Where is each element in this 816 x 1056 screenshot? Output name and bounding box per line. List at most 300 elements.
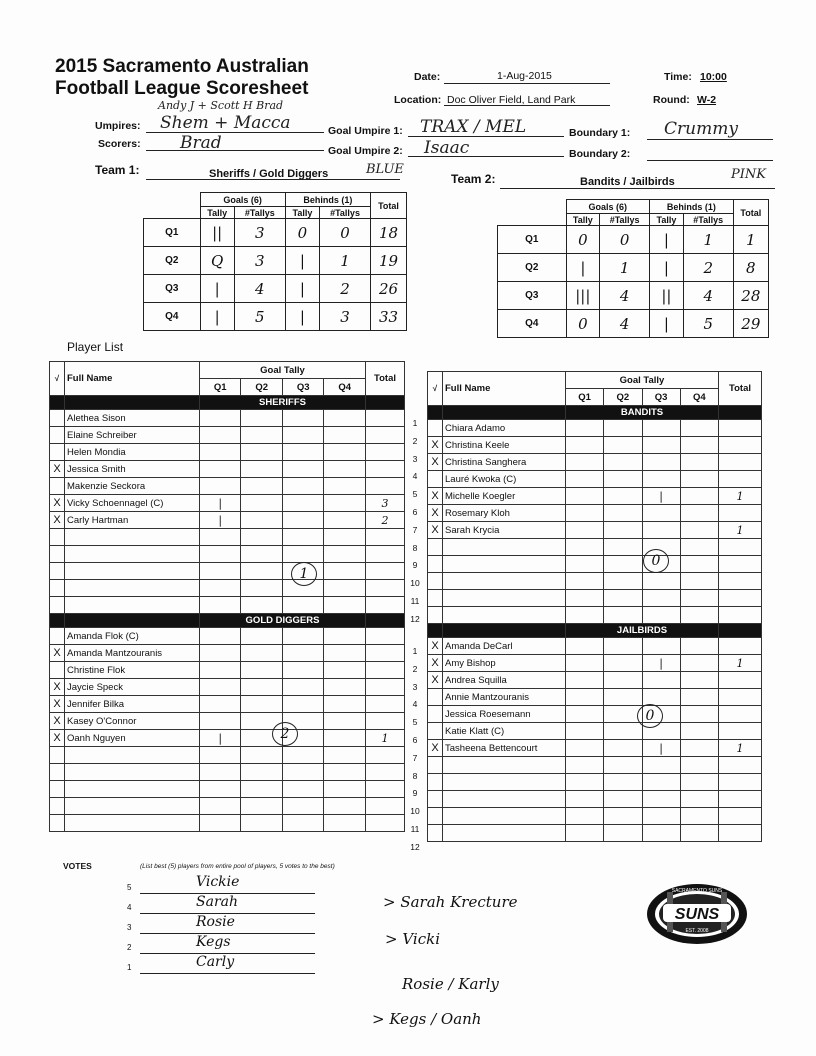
goal-tally-cell[interactable] [642,638,680,655]
player-name [65,781,200,798]
goal-tally-cell[interactable] [566,757,604,774]
goal-tally-cell[interactable] [680,505,718,522]
goal-tally-cell[interactable] [642,689,680,706]
goal-tally-cell[interactable] [642,672,680,689]
player-total[interactable] [366,781,405,798]
played-check[interactable] [428,607,443,624]
goal-tally-cell[interactable] [604,740,642,757]
gold-diggers-circled-count: 2 [272,722,298,746]
goal-tally-cell[interactable] [566,638,604,655]
goal-tally-cell[interactable] [241,444,282,461]
goal-tally-cell[interactable] [241,563,282,580]
goal-tally-cell[interactable] [566,607,604,624]
goal-tally-cell[interactable] [604,757,642,774]
goal-tally-cell[interactable] [241,478,282,495]
goal-tally-cell[interactable] [241,546,282,563]
player-total[interactable] [719,607,762,624]
goal-tally-cell[interactable] [642,607,680,624]
goal-tally-cell[interactable] [324,597,366,614]
player-total[interactable]: 1 [719,522,762,539]
goal-tally-cell[interactable] [324,495,366,512]
goal-tally-cell[interactable] [324,764,366,781]
row-number: 4 [412,699,418,710]
goal-tally-cell[interactable] [324,730,366,747]
goal-tally-cell[interactable] [241,495,282,512]
player-total[interactable] [719,437,762,454]
played-check[interactable]: X [428,740,443,757]
played-check[interactable] [50,478,65,495]
goal-count: 3 [234,219,285,247]
goal-tally-cell[interactable] [680,808,718,825]
played-check[interactable] [50,781,65,798]
goal-tally-cell[interactable] [282,747,323,764]
played-check[interactable] [50,662,65,679]
goal-tally-cell[interactable] [566,655,604,672]
goal-tally-cell[interactable] [566,689,604,706]
goal-tally-cell[interactable] [566,825,604,842]
player-total[interactable] [366,747,405,764]
goal-tally-cell[interactable] [604,454,642,471]
goal-tally-cell[interactable] [604,723,642,740]
goal-tally-cell[interactable] [200,478,241,495]
goal-tally-cell[interactable] [282,444,323,461]
goal-tally-cell[interactable] [282,696,323,713]
goal-tally-cell[interactable] [680,437,718,454]
goal-tally-cell[interactable] [604,607,642,624]
goal-tally-cell[interactable] [241,696,282,713]
goal-tally-cell[interactable] [642,825,680,842]
goal-tally-cell[interactable] [324,529,366,546]
player-total[interactable] [366,580,405,597]
player-total[interactable] [719,672,762,689]
played-check[interactable] [428,420,443,437]
goal-tally-cell[interactable] [324,461,366,478]
played-check[interactable] [50,427,65,444]
goal-tally-cell[interactable] [200,798,241,815]
goal-tally-cell[interactable] [324,679,366,696]
goal-tally-cell[interactable] [604,573,642,590]
goal-tally-cell[interactable] [282,764,323,781]
goal-tally-cell[interactable] [200,529,241,546]
goal-tally-cell[interactable] [642,757,680,774]
goal-tally-cell[interactable] [604,672,642,689]
played-check[interactable] [428,573,443,590]
goal-tally-cell[interactable] [642,420,680,437]
goal-tally-cell[interactable] [324,696,366,713]
player-total[interactable]: 1 [719,740,762,757]
goal-tally-cell[interactable] [200,563,241,580]
goal-tally-cell[interactable] [200,427,241,444]
player-name [443,808,566,825]
ntallys-header: #Tallys [683,214,733,226]
goal-count: 0 [600,226,650,254]
goal-tally-cell[interactable] [680,607,718,624]
goal-tally-cell[interactable] [241,580,282,597]
player-total[interactable] [719,638,762,655]
goal-tally-cell[interactable] [324,410,366,427]
goal-tally-cell[interactable] [680,556,718,573]
played-check[interactable] [428,791,443,808]
player-total[interactable] [366,563,405,580]
goal-tally-cell[interactable] [241,529,282,546]
player-total[interactable] [719,556,762,573]
goal-tally-cell[interactable] [604,791,642,808]
player-total[interactable] [366,529,405,546]
goal-tally-cell[interactable]: | [200,495,241,512]
goal-tally-cell[interactable]: | [200,730,241,747]
goal-tally-cell[interactable] [282,679,323,696]
player-total[interactable] [719,757,762,774]
played-check[interactable] [50,410,65,427]
goal-tally-cell[interactable] [282,478,323,495]
player-total[interactable] [366,679,405,696]
goal-tally-cell[interactable] [566,522,604,539]
played-check[interactable] [428,825,443,842]
goal-tally-cell[interactable] [282,410,323,427]
goal-tally-cell[interactable] [200,444,241,461]
goal-tally-cell[interactable] [680,757,718,774]
player-total[interactable] [366,546,405,563]
played-check[interactable]: X [50,461,65,478]
goal-tally-cell[interactable] [200,662,241,679]
goal-tally-cell[interactable] [566,706,604,723]
player-total[interactable]: 1 [366,730,405,747]
player-total[interactable] [719,774,762,791]
goal-tally-cell[interactable] [566,573,604,590]
player-total[interactable] [366,597,405,614]
goal-tally-cell[interactable]: | [642,488,680,505]
goal-tally-cell[interactable] [282,628,323,645]
goal-tally-cell[interactable] [680,706,718,723]
goal-tally-cell[interactable] [566,488,604,505]
goal-tally-cell[interactable] [680,774,718,791]
goal-tally-cell[interactable] [680,791,718,808]
goal-tally-cell[interactable] [642,774,680,791]
goal-tally-cell[interactable] [282,645,323,662]
note-line-3: Rosie / Karly [402,975,499,993]
goal-tally-cell[interactable] [324,580,366,597]
goal-tally-cell[interactable] [282,815,323,832]
goal-tally-cell[interactable] [604,539,642,556]
goal-tally-cell[interactable] [200,713,241,730]
goal-tally-cell[interactable] [324,713,366,730]
goal-tally-cell[interactable] [241,597,282,614]
goal-tally-cell[interactable] [680,723,718,740]
player-name: Tasheena Bettencourt [443,740,566,757]
played-check[interactable]: X [428,672,443,689]
goal-tally-cell[interactable] [282,461,323,478]
player-total[interactable] [719,808,762,825]
goal-tally-cell[interactable] [604,420,642,437]
goal-tally-cell[interactable] [241,512,282,529]
player-total[interactable] [366,798,405,815]
goal-tally-cell[interactable] [604,689,642,706]
row-number: 5 [412,489,418,500]
goal-tally-cell[interactable] [566,471,604,488]
goal-tally-cell[interactable] [241,747,282,764]
goal-tally-cell[interactable] [324,478,366,495]
played-check[interactable]: X [428,437,443,454]
goal-tally-cell[interactable] [200,580,241,597]
played-check[interactable]: X [428,655,443,672]
played-check[interactable] [428,757,443,774]
player-total[interactable] [719,791,762,808]
played-check[interactable] [428,556,443,573]
goal-tally-cell[interactable] [642,505,680,522]
player-total[interactable] [719,573,762,590]
goal-tally-cell[interactable] [324,781,366,798]
goal-tally-cell[interactable] [604,522,642,539]
team-1-value: Sheriffs / Gold Diggers [209,168,329,180]
goal-tally-cell[interactable] [282,662,323,679]
goal-tally-cell[interactable] [324,815,366,832]
goal-tally-cell[interactable]: | [200,512,241,529]
goal-tally-cell[interactable] [241,427,282,444]
goal-tally-cell[interactable] [604,808,642,825]
goal-tally-cell[interactable] [604,638,642,655]
goal-tally-cell[interactable]: | [642,740,680,757]
goal-tally-cell[interactable] [604,655,642,672]
played-check[interactable] [50,529,65,546]
goal-tally-cell[interactable] [566,556,604,573]
player-total[interactable] [366,764,405,781]
played-check[interactable]: X [428,638,443,655]
goal-tally-cell[interactable] [241,798,282,815]
played-check[interactable] [50,546,65,563]
played-check[interactable] [50,563,65,580]
player-total[interactable] [366,410,405,427]
section-title: BANDITS [566,406,719,420]
goal-tally-cell[interactable] [680,672,718,689]
goal-tally-cell[interactable] [604,590,642,607]
goal-tally-cell[interactable] [200,747,241,764]
goal-tally-cell[interactable] [241,815,282,832]
goal-tally-cell[interactable] [282,597,323,614]
goal-tally-cell[interactable] [200,546,241,563]
goal-tally-cell[interactable] [604,825,642,842]
goal-tally-cell[interactable] [324,512,366,529]
goal-tally-cell[interactable] [200,597,241,614]
played-check[interactable] [428,723,443,740]
goal-tally-cell[interactable] [566,740,604,757]
goal-tally-cell[interactable] [642,437,680,454]
player-total[interactable] [366,815,405,832]
player-total[interactable] [366,713,405,730]
player-row [428,808,762,825]
played-check[interactable]: X [50,512,65,529]
player-total[interactable] [719,706,762,723]
goal-tally-cell[interactable] [566,539,604,556]
player-row [50,410,405,427]
played-check[interactable] [50,764,65,781]
goal-tally-cell[interactable] [282,427,323,444]
player-total[interactable] [719,590,762,607]
goal-tally-cell[interactable] [241,410,282,427]
played-check[interactable] [428,706,443,723]
goal-tally-cell[interactable] [282,781,323,798]
goal-tally: || [200,219,234,247]
goal-tally-cell[interactable] [604,774,642,791]
player-total[interactable] [366,645,405,662]
goal-tally-cell[interactable] [566,791,604,808]
player-total[interactable] [366,696,405,713]
goal-tally-cell[interactable] [200,645,241,662]
goal-tally-cell[interactable] [566,454,604,471]
row-number: 12 [410,613,420,624]
played-check[interactable] [428,808,443,825]
goal-tally-cell[interactable] [241,461,282,478]
goal-tally-cell[interactable] [324,444,366,461]
played-check[interactable] [428,774,443,791]
goal-tally-cell[interactable] [324,662,366,679]
played-check[interactable]: X [50,713,65,730]
goal-tally-cell[interactable] [604,471,642,488]
goal-tally-cell[interactable] [282,495,323,512]
played-check[interactable] [50,798,65,815]
boundary-1-value: Crummy [664,119,738,139]
goal-tally-cell[interactable] [200,679,241,696]
goal-tally-cell[interactable] [324,546,366,563]
goal-tally-cell[interactable] [324,563,366,580]
player-total[interactable] [719,420,762,437]
goal-tally-cell[interactable] [324,798,366,815]
goal-tally-cell[interactable] [680,420,718,437]
player-total[interactable] [366,478,405,495]
goal-tally-cell[interactable] [566,420,604,437]
goal-tally-cell[interactable] [604,488,642,505]
player-total[interactable] [366,662,405,679]
goal-tally-cell[interactable] [200,781,241,798]
goal-tally-cell[interactable] [680,740,718,757]
goal-tally-cell[interactable] [566,808,604,825]
goal-tally-cell[interactable] [604,437,642,454]
played-check[interactable] [50,444,65,461]
goal-tally-cell[interactable] [680,522,718,539]
played-check[interactable] [50,597,65,614]
goal-tally-cell[interactable] [200,696,241,713]
played-check[interactable] [428,539,443,556]
goal-tally-cell[interactable] [642,791,680,808]
goal-tally-cell[interactable] [241,781,282,798]
goal-tally-cell[interactable] [324,747,366,764]
goal-tally-cell[interactable] [642,454,680,471]
goal-tally-cell[interactable] [680,825,718,842]
player-total[interactable] [719,471,762,488]
played-check[interactable]: X [50,645,65,662]
goal-tally-cell[interactable] [200,410,241,427]
goal-tally-cell[interactable] [324,427,366,444]
goal-tally-cell[interactable] [324,628,366,645]
goal-tally-cell[interactable]: | [642,655,680,672]
goal-tally-cell[interactable] [680,488,718,505]
goal-tally-cell[interactable] [241,628,282,645]
played-check[interactable]: X [428,505,443,522]
goal-tally-cell[interactable] [200,461,241,478]
goal-tally-cell[interactable] [324,645,366,662]
played-check[interactable] [50,628,65,645]
played-check[interactable]: X [50,495,65,512]
goal-tally-cell[interactable] [282,512,323,529]
goal-tally-cell[interactable] [241,764,282,781]
goal-tally-cell[interactable] [566,672,604,689]
played-check[interactable] [428,590,443,607]
goal-tally-cell[interactable] [680,638,718,655]
goal-tally-cell[interactable] [680,539,718,556]
player-total[interactable] [719,689,762,706]
goal-tally-cell[interactable] [566,437,604,454]
player-name: Jaycie Speck [65,679,200,696]
played-check[interactable]: X [428,488,443,505]
goal-tally-cell[interactable] [241,679,282,696]
player-total[interactable]: 3 [366,495,405,512]
goal-tally-cell[interactable] [566,723,604,740]
goal-tally-cell[interactable] [604,556,642,573]
player-total[interactable] [366,444,405,461]
goal-tally-cell[interactable] [642,522,680,539]
played-check[interactable] [428,471,443,488]
goal-tally-cell[interactable] [282,546,323,563]
player-total[interactable] [719,454,762,471]
played-check[interactable]: X [50,696,65,713]
goal-tally-cell[interactable] [241,645,282,662]
played-check[interactable]: X [50,679,65,696]
player-total[interactable] [366,427,405,444]
goal-tally-cell[interactable] [200,628,241,645]
played-check[interactable]: X [50,730,65,747]
player-total[interactable] [366,461,405,478]
played-check[interactable] [50,580,65,597]
player-total[interactable] [366,628,405,645]
player-total[interactable] [719,505,762,522]
player-total[interactable] [719,539,762,556]
played-check[interactable] [428,689,443,706]
goal-tally-cell[interactable] [282,798,323,815]
goal-tally-cell[interactable] [566,590,604,607]
goal-tally-cell[interactable] [680,454,718,471]
goal-tally-cell[interactable] [680,655,718,672]
player-total[interactable]: 1 [719,488,762,505]
goal-tally-cell[interactable] [200,764,241,781]
player-row [428,689,762,706]
player-total[interactable] [719,825,762,842]
player-total[interactable]: 2 [366,512,405,529]
goal-tally-cell[interactable] [566,505,604,522]
played-check[interactable]: X [428,522,443,539]
goal-tally-cell[interactable] [642,808,680,825]
goal-tally-cell[interactable] [680,689,718,706]
goal-tally-cell[interactable] [680,590,718,607]
goal-tally-cell[interactable] [566,774,604,791]
played-check[interactable] [50,815,65,832]
goal-tally-cell[interactable] [642,590,680,607]
goal-tally-cell[interactable] [241,662,282,679]
player-total[interactable]: 1 [719,655,762,672]
behind-count: 1 [320,247,371,275]
played-check[interactable] [50,747,65,764]
quarter-label: Q3 [498,282,567,310]
player-name [443,757,566,774]
goal-tally-cell[interactable] [604,505,642,522]
player-row [50,597,405,614]
goal-tally-cell[interactable] [680,471,718,488]
goal-tally-cell[interactable] [680,573,718,590]
goal-tally-cell[interactable] [642,573,680,590]
played-check[interactable]: X [428,454,443,471]
goal-tally-cell[interactable] [282,529,323,546]
goal-tally-cell[interactable] [642,471,680,488]
goal-tally-cell[interactable] [200,815,241,832]
player-total[interactable] [719,723,762,740]
